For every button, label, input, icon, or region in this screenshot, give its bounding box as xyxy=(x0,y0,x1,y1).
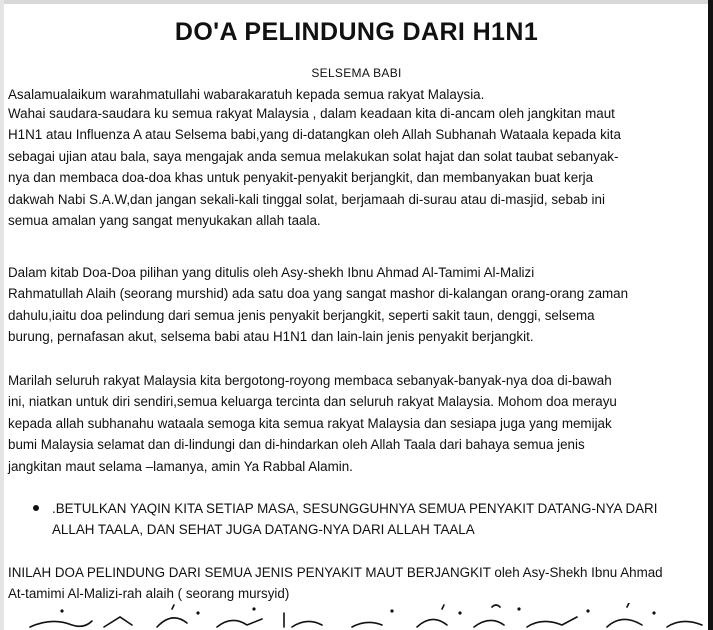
paragraph-2 xyxy=(8,262,698,348)
paragraph-1-line: Wahai saudara-saudara ku semua rakyat Malaysia , dalam keadaan kita di-ancam oleh jangkitan maut xyxy=(8,106,615,121)
paragraph-3 xyxy=(8,370,698,477)
paragraph-1-line: sebagai ujian atau bala, saya mengajak anda semua melakukan solat hajat dan solat taubat sebanyak- xyxy=(8,148,619,164)
greeting-line: Asalamualaikum warahmatullahi wabarakaratuh kepada semua rakyat Malaysia. xyxy=(8,87,485,102)
paragraph-2-line: dahulu,iaitu doa pelindung dari semua jenis penyakit berjangkit, seperti sakit taun, denggi, selsema xyxy=(8,307,595,323)
document-title: DO'A PELINDUNG DARI H1N1 xyxy=(174,18,539,46)
bullet-dot-icon xyxy=(33,505,39,511)
paragraph-1 xyxy=(8,103,698,231)
prayer-heading xyxy=(8,562,698,605)
bullet-line: .BETULKAN YAQIN KITA SETIAP MASA, SESUNGGUHNYA SEMUA PENYAKIT DATANG-NYA DARI xyxy=(52,501,658,516)
arabic-script-strokes-icon xyxy=(22,603,712,630)
document-subtitle: SELSEMA BABI xyxy=(311,66,402,80)
paragraph-3-line: bumi Malaysia selamat dan di-lindungi dan di-hindarkan oleh Allah Taala dari bahaya semua jenis xyxy=(8,437,585,453)
prayer-heading-line: At-tamimi Al-Malizi-rah alaih ( seorang mursyid) xyxy=(8,586,290,602)
paragraph-3-line: kepada allah subhanahu wataala semoga kita semua rakyat Malaysia dan sesiapa juga yang memijak xyxy=(8,415,612,431)
scan-edge-top xyxy=(0,0,713,4)
bullet-text xyxy=(52,498,698,541)
prayer-heading-line: INILAH DOA PELINDUNG DARI SEMUA JENIS PENYAKIT MAUT BERJANGKIT oleh Asy-Shekh Ibnu Ahmad xyxy=(8,565,663,580)
paragraph-1-line: nya dan membaca doa-doa khas untuk penyakit-penyakit berjangkit, dan membanyakan buat kerja xyxy=(8,170,594,186)
paragraph-3-line: jangkitan maut selama –lamanya, amin Ya Rabbal Alamin. xyxy=(8,458,353,474)
paragraph-3-line: ini, niatkan untuk diri sendiri,semua keluarga tercinta dan seluruh rakyat Malaysia. Mohom doa merayu xyxy=(8,394,617,410)
paragraph-2-line: Dalam kitab Doa-Doa pilihan yang ditulis oleh Asy-shekh Ibnu Ahmad Al-Tamimi Al-Malizi xyxy=(8,265,535,280)
arabic-script-fragment xyxy=(22,603,712,630)
paragraph-1-line: H1N1 atau Influenza A atau Selsema babi,yang di-datangkan oleh Allah Subhanah Wataala kepada kita xyxy=(8,127,621,143)
paragraph-2-line: burung, pernafasan akut, selsema babi atau H1N1 dan lain-lain jenis penyakit berjangkit. xyxy=(8,329,534,345)
scan-edge-left xyxy=(0,0,4,630)
paragraph-1-line: dakwah Nabi S.A.W,dan jangan sekali-kali tinggal solat, berjamaah di-surau atau di-masjid, sebab ini xyxy=(8,191,605,207)
paragraph-2-line: Rahmatullah Alaih (seorang murshid) ada satu doa yang sangat mashor di-kalangan orang-orang zaman xyxy=(8,286,629,302)
bullet-line: ALLAH TAALA, DAN SEHAT JUGA DATANG-NYA DARI ALLAH TAALA xyxy=(52,522,475,538)
paragraph-1-line: semua amalan yang sangat menyukakan allah taala. xyxy=(8,213,321,229)
scan-edge-right xyxy=(708,0,713,630)
paragraph-3-line: Marilah seluruh rakyat Malaysia kita bergotong-royong membaca sebanyak-banyak-nya doa di-bawah xyxy=(8,373,612,388)
